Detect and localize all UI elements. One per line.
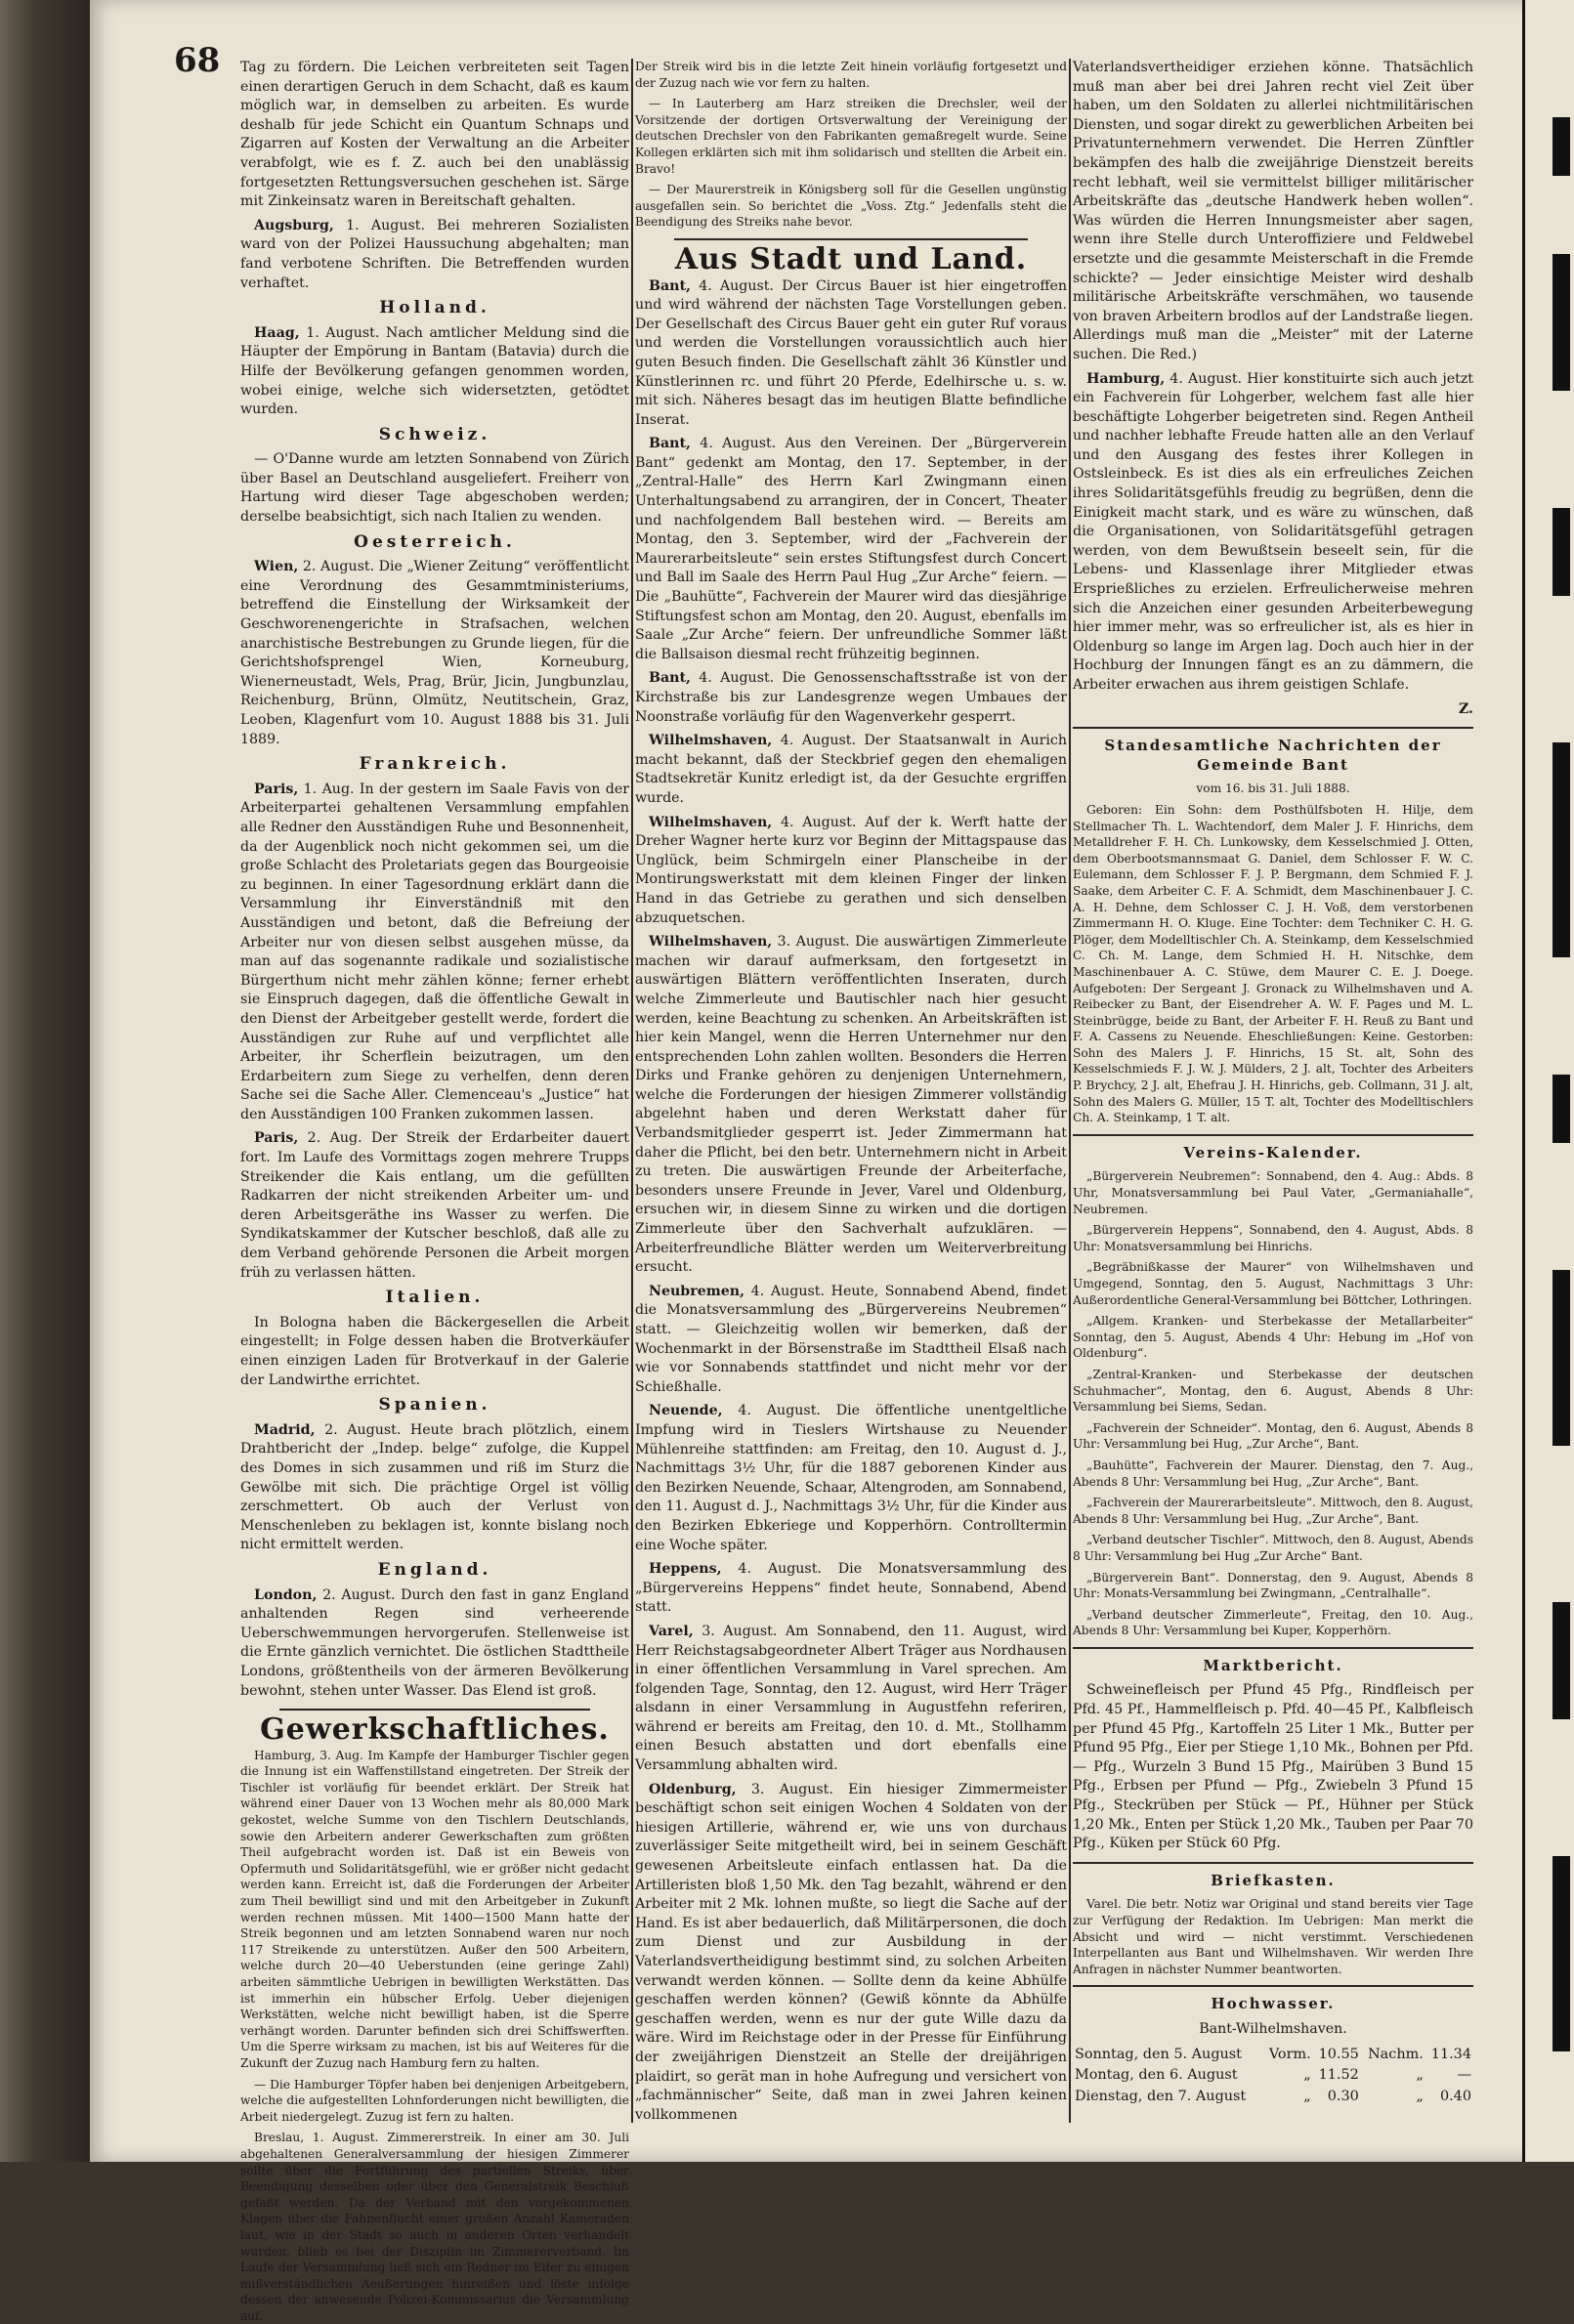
- column-rule: [631, 59, 633, 2123]
- briefkasten-text: Varel. Die betr. Notiz war Original und stand bereits vier Tage zur Verfügung der Redaktion. Im Uebrigen: Man merkt die Absicht und wird — nicht verstimmt. Verschiedenen Interpellanten aus Bant und Wilhelmshaven. Wir werden Ihre Anfragen in nächster Nummer beantworten.: [1073, 1897, 1473, 1976]
- article-hamburg-lohgerber: Hamburg, 4. August. Hier konstituirte sich auch jetzt ein Fachverein für Lohgerber, welchem fast alle hier beschäftigte Lohgerber beigetreten sind. Regen Antheil und nachher lebhafte Freude hatten alle an den Verlauf und den Ausgang des festes ihrer Kollegen in Ostsleinbeck. Es ist dies als ein erfreuliches Zeichen ihres Solidaritätsgefühls freudig zu begrüßen, denn die Einigkeit macht stark, und es wäre zu wünschen, daß die Organisationen, von Solidaritätsgefühl getragen werden, von dem Bewußtsein beseelt sein, für die Lebens- und Klassenlage ihrer Mitglieder etwas Ersprießliches zu erzielen. Erfreulicherweise mehren sich die Anzeichen einer gesunden Arbeiterbewegung hier immer mehr, was so erfreulicher ist, als es hier in Oldenburg so lange im Argen lag. Doch auch hier in der Hochburg der Innungen fängt es an zu dämmern, die Arbeiter erwachen aus ihrem geistigen Schlafe.: [1073, 370, 1473, 693]
- article-wilhelmshaven-1: Wilhelmshaven, 4. August. Der Staatsanwalt in Aurich macht bekannt, daß der Steckbrief gegen den ehemaligen Stadtsekretär Kunitz erledigt ist, da der Gesuchte ergriffen wurde.: [635, 733, 1067, 806]
- divider: [279, 1709, 590, 1711]
- divider: [1073, 1134, 1473, 1136]
- hochwasser-nachm-label: „: [1416, 2088, 1424, 2104]
- hochwasser-nachm-label: „: [1416, 2067, 1424, 2084]
- article-heppens: Heppens, 4. August. Die Monatsversammlung des „Bürgervereins Heppens“ findet heute, Sonnabend, Abend statt.: [635, 1561, 1067, 1616]
- article-wilhelmshaven-2: Wilhelmshaven, 4. August. Auf der k. Werft hatte der Dreher Wagner herte kurz vor Beginn der Mittagspause das Unglück, beim Schmirgeln einer Planscheibe in der Montirungswerkstatt mit dem kleinen Finger der linken Hand in das Getriebe zu gerathen und sich denselben abzuquetschen.: [635, 814, 1067, 926]
- section-heading-spanien: Spanien.: [378, 1395, 491, 1416]
- divider: [1073, 1985, 1473, 1987]
- article-continuation: Vaterlandsvertheidiger erziehen könne. Thatsächlich muß man aber bei drei Jahren recht viel Zeit über haben, um den Soldaten zu allerlei nichtmilitärischen Diensten, und sogar direkt zu gewerblichen Arbeiten bei Privatunternehmern verwendet. Die Herren Zünftler bekämpfen des halb die zweijährige Dienstzeit bereits recht lebhaft, weil sie vermittelst billiger militärischer Arbeitskräfte das „deutsche Handwerk heben wollen“. Was würden die Herren Innungsmeister aber sagen, wenn ihre Stelle durch Unteroffiziere und Feldwebel ersetzte und die gesammte Meisterschaft in die Fremde schickte? — Jeder einsichtige Meister wird deshalb militärische Arbeitskräfte verschmähen, wo tausende von braven Arbeitern brodlos auf der Landstraße liegen. Allerdings muß man die „Meister“ mit der Laterne suchen. Die Red.): [1073, 60, 1473, 362]
- section-heading-italien: Italien.: [385, 1288, 485, 1308]
- standesamt-period: vom 16. bis 31. Juli 1888.: [1196, 782, 1350, 796]
- section-heading-gewerkschaftliches: Gewerkschaftliches.: [260, 1712, 610, 1748]
- page-number: 68: [174, 41, 221, 80]
- article-text: Der Streik wird bis in die letzte Zeit hinein vorläufig fortgesetzt und der Zuzug nach wie vor fern zu halten.: [635, 60, 1067, 90]
- hochwasser-vorm-label: „: [1303, 2067, 1311, 2084]
- hochwasser-nachm: 11.34: [1430, 2046, 1471, 2062]
- article-schweiz: — O'Danne wurde am letzten Sonnabend von Zürich über Basel an Deutschland ausgeliefert. Freiherr von Hartung wird dieser Tage abgeschoben werden; derselbe beabsichtigt, sich nach Italien zu wenden.: [240, 451, 629, 526]
- article-koenigsberg: — Der Maurerstreik in Königsberg soll für die Gesellen ungünstig ausgefallen sein. So berichtet die „Voss. Ztg.“ Jedenfalls steht die Beendigung des Streiks nahe bevor.: [635, 183, 1067, 230]
- kalender-entry: „Bürgerverein Bant“. Donnerstag, den 9. August, Abends 8 Uhr: Monats-Versammlung bei Zwingmann, „Centralhalle“.: [1073, 1570, 1473, 1601]
- article-hamburg-tischler: Hamburg, 3. Aug. Im Kampfe der Hamburger Tischler gegen die Innung ist ein Waffenstillstand eingetreten. Der Streik der Tischler ist vorläufig für beendet erklärt. Der Streik hat während einer Dauer von 13 Wochen mehr als 80,000 Mark gekostet, welche Summe von den Tischlern Deutschlands, sowie den Arbeitern anderer Gewerkschaften zum größten Theil aufgebracht worden ist. Daß ist ein Beweis von Opfermuth und Solidaritätsgefühl, wie er größer nicht gedacht werden kann. Erreicht ist, daß die Forderungen der Arbeiter zum Theil bewilligt sind und mit den Arbeitgeber in Zukunft werden rechnen müssen. Mit 1400—1500 Mann hatte der Streik begonnen und am letzten Sonnabend waren nur noch 117 Streikende zu unterstützen. Außer den 500 Arbeitern, welche durch 20—40 Ueberstunden (eine geringe Zahl) arbeiten sämmtliche Uebrigen in bewilligten Werkstätten. Das ist immerhin ein hübscher Erfolg. Ueber diejenigen Werkstätten, welche nicht bewilligt haben, ist die Sperre verhängt worden. Darunter befinden sich drei Schiffswerften. Um die Sperre wirksam zu machen, ist bis auf Weiteres für die Zukunft der Zuzug nach Hamburg fern zu halten.: [240, 1748, 629, 2070]
- article-oldenburg: Oldenburg, 3. August. Ein hiesiger Zimmermeister beschäftigt schon seit einigen Wochen 4 Soldaten von der hiesigen Artillerie, während er, wie uns von durchaus zuverlässiger Seite mitgetheilt wird, bei in seinem Geschäft gewesenen Arbeitsleute einfach entlassen hat. Da die Artilleristen bloß 1,50 Mk. den Tag bezahlt, während er den Arbeiter mit 2 Mk. lohnen mußte, so liegt die Sache auf der Hand. Es ist aber bedauerlich, daß Militärpersonen, die doch zum Dienst und zur Ausbildung in der Vaterlandsvertheidigung bestimmt sind, zu solchen Arbeiten verwandt werden können. — Sollte denn da keine Abhülfe geschaffen werden können? (Gewiß könnte da Abhülfe geschaffen werden, wenn es nur der gute Wille dazu da wäre. Wird im Reichstage oder in der Presse für Einführung der zweijährigen Dienstzeit an Stelle der dreijährigen plaidirt, so gerät man in hohe Aufregung und versichert von „fachmännischer“ Seite, daß man in zwei Jahren keinen vollkommenen: [635, 1781, 1067, 2123]
- standesamt-text: Geboren: Ein Sohn: dem Posthülfsboten H. Hilje, dem Stellmacher Th. L. Wachtendorf, dem Maler J. F. Hinrichs, dem Metalldreher F. H. Ch. Lunkowsky, dem Kesselschmied J. Otten, dem Oberbootsmannsmaat G. Daniel, dem Schlosser F. W. C. Eulemann, dem Schlosser F. J. P. Bergmann, dem Schmied F. J. Saake, dem Arbeiter C. F. A. Schmidt, dem Maschinenbauer J. C. A. H. Dehne, dem Schlosser C. J. H. Voß, dem verstorbenen Zimmermann H. O. Kluge. Eine Tochter: dem Techniker C. H. G. Plöger, dem Modelltischler Ch. A. Steinkamp, dem Kesselschmied C. Ch. M. Lange, dem Schmied H. H. Nitschke, dem Maschinenbauer A. C. Stüwe, dem Maurer C. E. J. Doege. Aufgeboten: Der Sergeant J. Gronack zu Wilhelmshaven und A. Reibecker zu Bant, der Eisendreher A. W. F. Pages und M. L. Steinbrügge, beide zu Bant, der Arbeiter F. H. Reuß zu Bant und F. A. Cassens zu Neuende. Eheschließungen: Keine. Gestorben: Sohn des Malers J. F. Hinrichs, 15 St. alt, Sohn des Kesselschmieds F. J. W. J. Mülders, 2 J. alt, Tochter des Arbeiters P. Brychcy, 2 J. alt, Ehefrau J. H. Hinrichs, geb. Collmann, 31 J. alt, Sohn des Malers G. Müller, 15 T. alt, Tochter des Modelltischlers Ch. A. Steinkamp, 1 T. alt.: [1073, 802, 1473, 1125]
- article-london: London, 2. August. Durch den fast in ganz England anhaltenden Regen sind verheerende Ueberschwemmungen hervorgerufen. Stellenweise ist die Ernte gänzlich vernichtet. Die östlichen Stadttheile Londons, größtentheils von der ärmeren Bevölkerung bewohnt, stehen unter Wasser. Das Elend ist groß.: [240, 1586, 629, 1699]
- article-wien: Wien, 2. August. Die „Wiener Zeitung“ veröffentlicht eine Verordnung des Gesammtministeriums, betreffend die Einstellung der Wirksamkeit der Geschworenengerichte in Strafsachen, welchen anarchistische Bestrebungen zu Grunde liegen, für die Gerichtshofsprengel Wien, Korneuburg, Wienerneustadt, Wels, Prag, Brür, Jicin, Jungbunzlau, Reichenburg, Brünn, Olmütz, Neutitschein, Graz, Leoben, Klagenfurt vom 10. August 1888 bis 31. Juli 1889.: [240, 559, 629, 747]
- section-heading-hochwasser: Hochwasser.: [1211, 1995, 1336, 2013]
- column-rule: [1069, 59, 1071, 2123]
- divider: [674, 238, 1028, 240]
- article-neubremen: Neubremen, 4. August. Heute, Sonnabend Abend, findet die Monatsversammlung des „Bürgervereins Neubremen“ statt. — Gleichzeitig wollen wir bemerken, daß der Wochenmarkt in der Börsenstraße im Stadttheil Elsaß nach wie vor Sonnabends stattfindet und nicht mehr vor der Schießhalle.: [635, 1283, 1067, 1395]
- kalender-entry: „Zentral-Kranken- und Sterbekasse der deutschen Schuhmacher“, Montag, den 6. August, Abends 8 Uhr: Versammlung bei Siems, Sedan.: [1073, 1367, 1473, 1415]
- column-1: [240, 59, 629, 2323]
- article-bant-circus: Bant, 4. August. Der Circus Bauer ist hier eingetroffen und wird während der nächsten Tage Vorstellungen geben. Der Gesellschaft des Circus Bauer geht ein guter Ruf voraus und werden die Vorstellungen voraussichtlich auch hier guten Besuch finden. Die Gesellschaft zählt 36 Künstler und Künstlerinnen rc. und führt 20 Pferde, Edelhirsche u. s. w. mit sich. Näheres besagt das im heutigen Blatte befindliche Inserat.: [635, 277, 1067, 428]
- section-heading-england: England.: [377, 1559, 492, 1580]
- kalender-entry: „Bürgerverein Neubremen“: Sonnabend, den 4. Aug.: Abds. 8 Uhr, Monatsversammlung bei Paul Vater, „Germaniahalle“, Neubremen.: [1073, 1169, 1473, 1216]
- vereins-kalender-list: [1073, 1168, 1473, 1638]
- book-binding: [0, 0, 90, 2162]
- author-signature: Z.: [1458, 700, 1473, 717]
- article-wilhelmshaven-3: Wilhelmshaven, 3. August. Die auswärtigen Zimmerleute machen wir darauf aufmerksam, den fortgesetzt in auswärtigen Blättern veröffentlichten Inseraten, durch welche Zimmerleute und Bautischler nach hier gesucht werden, keine Beachtung zu schenken. An Arbeitskräften ist hier kein Mangel, wenn die Herren Unternehmer nur den entsprechenden Lohn zahlen wollten. Besonders die Herren Dirks und Franke gehören zu denjenigen Unternehmern, welche die Forderungen der hiesigen Zimmerer vollständig abgelehnt haben und deren Werkstatt daher für Verbandsmitglieder gesperrt ist. Jeder Zimmermann hat daher die Pflicht, bei den betr. Unternehmern nicht in Arbeit zu treten. Die auswärtigen Freunde der Arbeiterfache, besonders unsere Freunde in Jever, Varel und Oldenburg, ersuchen wir, in diesem Sinne zu wirken und die dortigen Zimmerleute über den Sachverhalt aufzuklären. — Arbeiterfreundliche Blätter werden um Weiterverbreitung ersucht.: [635, 934, 1067, 1276]
- article-text: Tag zu fördern. Die Leichen verbreiteten seit Tagen einen derartigen Geruch in dem Schacht, daß es kaum möglich war, in demselben zu arbeiten. Es wurde deshalb für jede Schicht ein Quantum Schnaps und Zigarren auf Kosten der Verwaltung an die Arbeiter verabfolgt, wie es f. Z. auch bei den unablässig fortgesetzten Rettungsversuchen geschehen ist. Särge mit Zinkeinsatz waren in Bereitschaft gehalten.: [240, 60, 629, 210]
- hochwasser-day: Montag, den 6. August: [1075, 2067, 1238, 2084]
- hochwasser-nachm: —: [1457, 2067, 1471, 2084]
- article-paris-2: Paris, 2. Aug. Der Streik der Erdarbeiter dauert fort. Im Laufe des Vormittags zogen mehrere Trupps Streikender die Kais entlang, um die gefüllten Radkarren der nicht streikenden Arbeiter um- und deren Arbeitsgeräthe ins Wasser zu werfen. Die Syndikatskammer der Kutscher beschloß, daß alle zu dem Verband gehörende Personen die Arbeit morgen früh zu verlassen hätten.: [240, 1130, 629, 1281]
- hochwasser-vorm-label: „: [1303, 2088, 1311, 2104]
- article-madrid: Madrid, 2. August. Heute brach plötzlich, einem Drahtbericht der „Indep. belge“ zufolge, die Kuppel des Domes in sich zusammen und riß im Sturz die Gewölbe mit sich. Die prächtige Orgel ist völlig zerschmettert. Ob auch der Verlust von Menschenleben zu beklagen ist, konnte bislang noch nicht ermittelt werden.: [240, 1421, 629, 1553]
- hochwasser-vorm: 0.30: [1327, 2088, 1359, 2104]
- hochwasser-day: Dienstag, den 7. August: [1075, 2088, 1247, 2104]
- hochwasser-row: [1073, 2065, 1473, 2087]
- hochwasser-nachm-label: Nachm.: [1368, 2046, 1424, 2062]
- article-breslau: Breslau, 1. August. Zimmererstreik. In einer am 30. Juli abgehaltenen Generalversammlung der hiesigen Zimmerer sollte über die Fortführung des partiellen Streiks, über Beendigung desselben oder über den Generalstreik Beschluß gefaßt werden. Da der Verband mit den vorgekommenen Klagen über die Fahnenflucht einer großen Anzahl Kameraden laut, wie in der Stadt so auch in anderen Orten verhandelt wurden, blieb es bei der Disziplin im Zimmererverband. Im Laufe der Versammlung ließ sich ein Redner im Eifer zu einigen mißverständlichen Aeußerungen hinreißen und löste infolge dessen der anwesende Polizei-Kommissarius die Versammlung auf.: [240, 2131, 629, 2323]
- section-heading-stadt-und-land: Aus Stadt und Land.: [674, 241, 1028, 276]
- hochwasser-vorm: 10.55: [1318, 2046, 1359, 2062]
- article-hamburg-toepfer: — Die Hamburger Töpfer haben bei denjenigen Arbeitgebern, welche die aufgestellten Lohnforderungen nicht bewilligten, die Arbeit niedergelegt. Zuzug ist fern zu halten.: [240, 2077, 629, 2124]
- kalender-entry: „Verband deutscher Zimmerleute“, Freitag, den 10. Aug., Abends 8 Uhr: Versammlung bei Kuper, Kopperhörn.: [1073, 1607, 1473, 1638]
- hochwasser-table: [1073, 2045, 1473, 2108]
- adjacent-page-edge: [1522, 0, 1574, 2162]
- kalender-entry: „Fachverein der Maurerarbeitsleute“. Mittwoch, den 8. August, Abends 8 Uhr: Versammlung bei Hug, „Zur Arche“, Bant.: [1073, 1496, 1473, 1526]
- hochwasser-nachm: 0.40: [1439, 2088, 1471, 2104]
- section-heading-vereins-kalender: Vereins-Kalender.: [1183, 1143, 1363, 1162]
- kalender-entry: „Fachverein der Schneider“. Montag, den 6. August, Abends 8 Uhr: Versammlung bei Hug, „Zur Arche“, Bant.: [1073, 1420, 1473, 1452]
- article-augsburg: Augsburg, 1. August. Bei mehreren Sozialisten ward von der Polizei Haussuchung abgehalten; man fand verbotene Schriften. Die Betreffenden wurden verhaftet.: [240, 217, 629, 291]
- column-2: [635, 59, 1067, 2123]
- hochwasser-day: Sonntag, den 5. August: [1075, 2046, 1242, 2062]
- kalender-entry: „Allgem. Kranken- und Sterbekasse der Metallarbeiter“ Sonntag, den 5. August, Abends 4 Uhr: Hebung im „Hof von Oldenburg“.: [1073, 1314, 1473, 1361]
- section-heading-briefkasten: Briefkasten.: [1211, 1871, 1336, 1889]
- article-bant-strasse: Bant, 4. August. Die Genossenschaftsstraße ist von der Kirchstraße bis zur Landesgrenze wegen Umbaues der Noonstraße vorläufig für den Wagenverkehr gesperrt.: [635, 670, 1067, 725]
- kalender-entry: „Bauhütte“, Fachverein der Maurer. Dienstag, den 7. Aug., Abends 8 Uhr: Versammlung bei Hug, „Zur Arche“, Bant.: [1073, 1458, 1473, 1489]
- hochwasser-location: Bant-Wilhelmshaven.: [1199, 2020, 1347, 2037]
- marktbericht-text: Schweinefleisch per Pfund 45 Pfg., Rindfleisch per Pfd. 45 Pf., Hammelfleisch p. Pfd. 40—45 Pf., Kalbfleisch per Pfund 45 Pfg., Kartoffeln 25 Liter 1 Mk., Butter per Pfund 95 Pfg., Eier per Stiege 1,10 Mk., Bohnen per Pfd. — Pfg., Wurzeln 3 Bund 15 Pfg., Mairüben 3 Bund 15 Pfg., Erbsen per Pfund — Pfg., Zwiebeln 3 Pfund 15 Pfg., Steckrüben per Stück — Pf., Hühner per Stück 1,20 Mk., Enten per Stück 1,20 Mk., Tauben per Paar 70 Pfg., Küken per Stück 60 Pfg.: [1073, 1682, 1473, 1852]
- section-heading-holland: Holland.: [379, 298, 490, 318]
- section-heading-schweiz: Schweiz.: [378, 424, 491, 444]
- section-heading-marktbericht: Marktbericht.: [1203, 1656, 1343, 1674]
- column-3: [1073, 59, 1473, 2123]
- kalender-entry: „Verband deutscher Tischler“. Mittwoch, den 8. August, Abends 8 Uhr: Versammlung bei Hug „Zur Arche“ Bant.: [1073, 1533, 1473, 1563]
- divider: [1073, 727, 1473, 729]
- hochwasser-row: [1073, 2045, 1473, 2066]
- article-bant-vereine: Bant, 4. August. Aus den Vereinen. Der „Bürgerverein Bant“ gedenkt am Montag, den 17. September, in der „Zentral-Halle“ des Herrn Karl Zwingmann einen Unterhaltungsabend zu arrangiren, der in Concert, Theater und nachfolgendem Ball bestehen wird. — Bereits am Montag, den 3. September, wird der „Fachverein der Maurerarbeitsleute“ sein erstes Stiftungsfest durch Concert und Ball im Saale des Herrn Paul Hug „Zur Arche“ feiern. — Die „Bauhütte“, Fachverein der Maurer wird das diesjährige Stiftungsfest schon am Montag, den 20. August, ebenfalls im Saale „Zur Arche“ feiern. Der unfreundliche Sommer läßt die Ballsaison diesmal recht frühzeitig beginnen.: [635, 436, 1067, 662]
- divider: [1073, 1647, 1473, 1649]
- section-heading-frankreich: Frankreich.: [359, 754, 511, 775]
- article-lauterberg: — In Lauterberg am Harz streiken die Drechsler, weil der Vorsitzende der dortigen Ortsverwaltung der Vereinigung der deutschen Drechsler von den Fabrikanten gemaßregelt wurde. Seine Kollegen erklärten sich mit ihm solidarisch und stellten die Arbeit ein. Bravo!: [635, 97, 1067, 176]
- hochwasser-vorm-label: Vorm.: [1268, 2046, 1311, 2062]
- article-italien: In Bologna haben die Bäckergesellen die Arbeit eingestellt; in Folge dessen haben die Brotverkäufer einen einzigen Laden für Brotverkauf in der Galerie der Landwirthe errichtet.: [240, 1314, 629, 1388]
- article-haag: Haag, 1. August. Nach amtlicher Meldung sind die Häupter der Empörung in Bantam (Batavia) durch die Hilfe der Bevölkerung gefangen genommen worden, wobei einige, welche sich widersetzten, getödtet wurden.: [240, 324, 629, 418]
- divider: [1073, 1862, 1473, 1864]
- hochwasser-vorm: 11.52: [1318, 2067, 1359, 2084]
- article-varel: Varel, 3. August. Am Sonnabend, den 11. August, wird Herr Reichstagsabgeordneter Albert Träger aus Nordhausen in einer öffentlichen Versammlung in Varel sprechen. Am folgenden Tage, Sonntag, den 12. August, wird Herr Träger alsdann in einer Versammlung in Augustfehn referiren, während er bereits am Freitag, den 10. d. Mt., Stollhamm einen Besuch abstatten und dort ebenfalls eine Versammlung abhalten wird.: [635, 1623, 1067, 1774]
- article-paris-1: Paris, 1. Aug. In der gestern im Saale Favis von der Arbeiterpartei gehaltenen Versammlung empfahlen alle Redner den Ausständigen Ruhe und Besonnenheit, da der Augenblick noch nicht gekommen sei, um die große Schlacht des Proletariats gegen das Bourgeoisie zu beginnen. In einer Tagesordnung erklärt dann die Versammlung ihr Einverständniß mit den Ausständigen und betont, daß die Befreiung der Arbeiter nur von diesen selbst ausgehen müsse, da man auf das sogenannte radikale und sozialistische Bürgerthum nicht mehr zählen könne; ferner erhebt sie Einspruch dagegen, daß die öffentliche Gewalt in den Dienst der Arbeitgeber gestellt werde, fordert die Ausständigen zur Ruhe auf und verpflichtet alle Arbeiter, ihr Scherflein beizutragen, um den Erdarbeitern zum Siege zu verhelfen, denn deren Sache sei die Sache Aller. Clemenceau's „Justice“ hat den Ausständigen 100 Franken zukommen lassen.: [240, 781, 629, 1122]
- section-heading-oesterreich: Oesterreich.: [354, 531, 516, 552]
- article-neuende: Neuende, 4. August. Die öffentliche unentgeltliche Impfung wird in Tieslers Wirtshause zu Neuender Mühlenreihe stattfinden: am Freitag, den 10. August d. J., Nachmittags 3½ Uhr, für die 1887 geborenen Kinder aus den Bezirken Neuende, Schaar, Altengroden, am Sonnabend, den 11. August d. J., Nachmittags 3½ Uhr, für die Kinder aus den Bezirken Ebkeriege und Kopperhörn. Controlltermin eine Woche später.: [635, 1403, 1067, 1553]
- kalender-entry: „Bürgerverein Heppens“, Sonnabend, den 4. August, Abds. 8 Uhr: Monatsversammlung bei Hinrichs.: [1073, 1223, 1473, 1253]
- hochwasser-row: [1073, 2087, 1473, 2108]
- section-heading-standesamt: Standesamtliche Nachrichten der Gemeinde Bant: [1104, 737, 1442, 774]
- kalender-entry: „Begräbnißkasse der Maurer“ von Wilhelmshaven und Umgegend, Sonntag, den 5. August, Nachmittags 3 Uhr: Außerordentliche General-Versammlung bei Böttcher, Lothringen.: [1073, 1260, 1473, 1307]
